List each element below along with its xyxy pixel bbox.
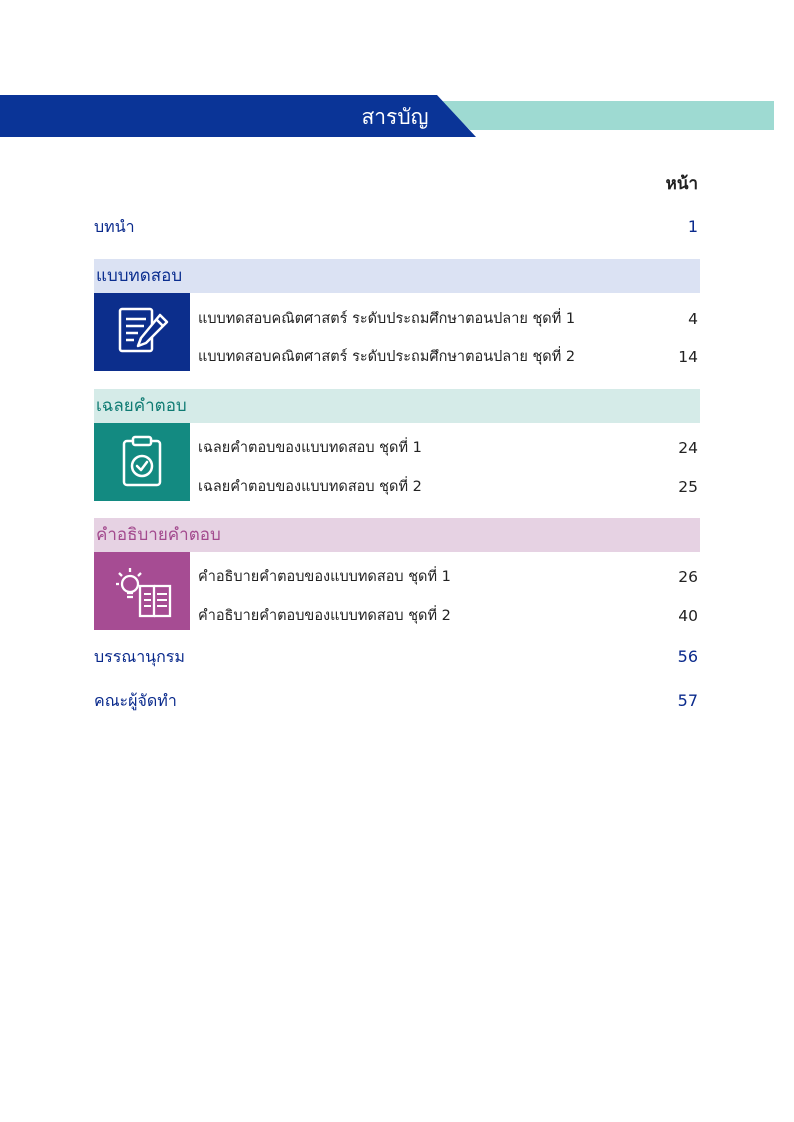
toc-entry-answer-2[interactable] (198, 475, 700, 499)
section-icon-answers (94, 423, 190, 501)
page-column-label: หน้า (665, 174, 698, 194)
toc-entry-page: 26 (678, 568, 698, 586)
section-icon-tests (94, 293, 190, 371)
toc-entry-bibliography[interactable] (94, 644, 700, 670)
toc-entry-label: คำอธิบายคำตอบของแบบทดสอบ ชุดที่ 2 (198, 608, 451, 624)
edit-document-icon (116, 305, 170, 359)
clipboard-check-icon (116, 435, 170, 489)
toc-entry-page: 25 (678, 478, 698, 496)
toc-entry-test-2[interactable] (198, 345, 700, 369)
toc-entry-label: บรรณานุกรม (94, 647, 185, 666)
toc-entry-label: บทนำ (94, 217, 135, 236)
toc-entry-answer-1[interactable] (198, 436, 700, 460)
toc-entry-intro[interactable] (94, 214, 700, 240)
toc-entry-page: 57 (677, 691, 698, 710)
toc-entry-authors[interactable] (94, 688, 700, 714)
section-icon-explanations (94, 552, 190, 630)
toc-entry-page: 40 (678, 607, 698, 625)
toc-entry-page: 1 (687, 217, 698, 236)
toc-entry-label: เฉลยคำตอบของแบบทดสอบ ชุดที่ 2 (198, 479, 422, 495)
page-title: สารบัญ (361, 105, 429, 129)
toc-entry-page: 4 (688, 310, 698, 328)
toc-entry-explanation-1[interactable] (198, 565, 700, 589)
toc-entry-label: แบบทดสอบคณิตศาสตร์ ระดับประถมศึกษาตอนปลาย ชุดที่ 2 (198, 349, 576, 365)
section-header-tests: แบบทดสอบ (94, 259, 700, 293)
section-header-explanations: คำอธิบายคำตอบ (94, 518, 700, 552)
toc-entry-page: 56 (677, 647, 698, 666)
toc-entry-label: เฉลยคำตอบของแบบทดสอบ ชุดที่ 1 (198, 440, 422, 456)
toc-entry-test-1[interactable] (198, 307, 700, 331)
toc-entry-page: 14 (678, 348, 698, 366)
toc-entry-label: แบบทดสอบคณิตศาสตร์ ระดับประถมศึกษาตอนปลาย ชุดที่ 1 (198, 311, 576, 327)
toc-entry-explanation-2[interactable] (198, 604, 700, 628)
section-header-answers: เฉลยคำตอบ (94, 389, 700, 423)
toc-entry-page: 24 (678, 439, 698, 457)
lightbulb-book-icon (116, 564, 176, 618)
toc-entry-label: คณะผู้จัดทำ (94, 691, 177, 710)
toc-entry-label: คำอธิบายคำตอบของแบบทดสอบ ชุดที่ 1 (198, 569, 451, 585)
